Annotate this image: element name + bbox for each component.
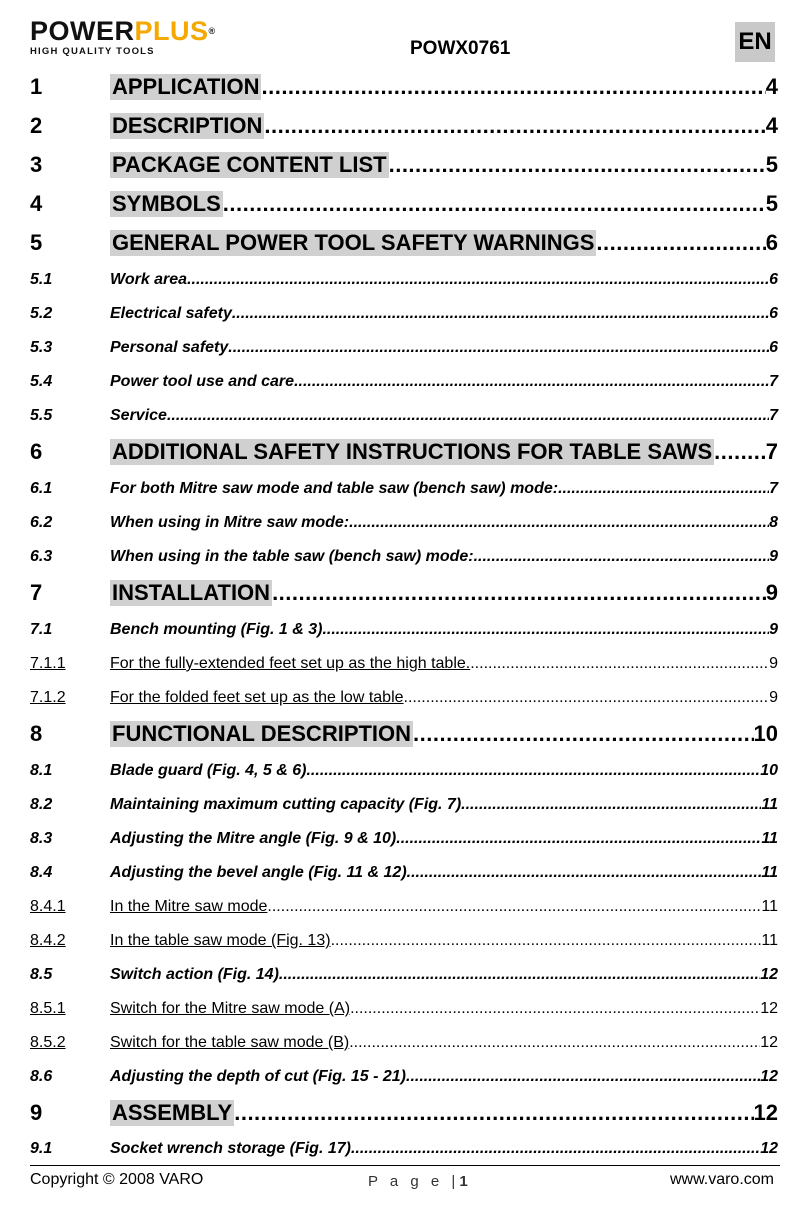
toc-number: 7.1 [30,621,53,638]
toc-number: 8.5.2 [30,1034,66,1051]
toc-page: 11 [761,932,778,949]
toc-number: 8.6 [30,1068,53,1085]
toc-page: 11 [761,898,778,915]
toc-number: 8.1 [30,762,53,779]
footer-page-number: 1 [459,1173,468,1190]
toc-title: INSTALLATION [112,580,271,605]
toc-number: 5.2 [30,305,53,322]
toc-leader-dots [267,898,761,916]
toc-leader-dots [331,932,762,950]
toc-entry[interactable] [30,689,778,707]
toc-entry[interactable] [30,621,778,639]
toc-page: 7 [769,373,778,390]
toc-leader-dots [228,339,769,357]
toc-leader-dots [306,762,760,780]
toc-leader-dots [223,191,766,217]
toc-number: 5.4 [30,373,53,390]
toc-page: 12 [760,1000,778,1017]
toc-leader-dots [234,1100,753,1126]
toc-leader-dots [404,689,770,707]
toc-title: Adjusting the depth of cut (Fig. 15 - 21) [110,1068,406,1085]
toc-leader-dots [407,864,762,882]
toc-number: 4 [30,191,43,216]
toc-title: Blade guard (Fig. 4, 5 & 6) [110,762,307,779]
toc-title: Switch for the Mitre saw mode (A) [110,1000,351,1017]
toc-number: 8 [30,721,43,746]
toc-leader-dots [350,1000,760,1018]
toc-title: Socket wrench storage (Fig. 17) [110,1140,351,1157]
toc-title: Adjusting the Mitre angle (Fig. 9 & 10) [110,830,397,847]
footer-website-link[interactable]: www.varo.com [669,1171,774,1188]
toc-entry[interactable] [30,74,778,100]
toc-title: When using in the table saw (bench saw) mode: [110,548,474,565]
toc-entry[interactable] [30,230,778,256]
toc-number: 8.4.1 [30,898,66,915]
toc-entry[interactable] [30,898,778,916]
toc-title: Bench mounting (Fig. 1 & 3) [110,621,323,638]
toc-title: DESCRIPTION [112,113,263,138]
toc-number: 7.1.1 [30,655,66,672]
toc-leader-dots [474,548,770,566]
toc-leader-dots [279,966,760,984]
toc-number: 6 [30,439,43,464]
toc-title: Personal safety [110,339,229,356]
toc-leader-dots [272,580,766,606]
toc-title: In the table saw mode (Fig. 13) [110,932,331,949]
toc-title: FUNCTIONAL DESCRIPTION [112,721,412,746]
toc-leader-dots [596,230,765,256]
toc-title: Work area [110,271,188,288]
toc-page: 10 [760,762,778,779]
toc-number: 8.4 [30,864,53,881]
toc-title: SYMBOLS [112,191,221,216]
toc-entry[interactable] [30,439,778,465]
toc-number: 8.2 [30,796,53,813]
toc-leader-dots [264,113,765,139]
powerplus-logo [30,18,216,57]
model-number: POWX0761 [410,38,511,59]
toc-entry[interactable] [30,721,778,747]
logo-registered-mark: ® [208,26,216,36]
toc-page: 4 [765,74,778,99]
toc-page: 6 [769,305,778,322]
toc-leader-dots [406,1068,760,1086]
toc-number: 5.1 [30,271,53,288]
toc-entry[interactable] [30,762,778,780]
toc-entry[interactable] [30,271,778,289]
toc-page: 5 [765,152,778,177]
toc-page: 12 [760,1068,778,1085]
toc-number: 6.1 [30,480,53,497]
toc-entry[interactable] [30,1100,778,1126]
toc-title: For both Mitre saw mode and table saw (bench saw) mode: [110,480,559,497]
toc-title: Electrical safety [110,305,232,322]
toc-entry[interactable] [30,514,778,532]
toc-leader-dots [558,480,769,498]
toc-number: 7 [30,580,43,605]
toc-entry[interactable] [30,305,778,323]
page-header [0,0,808,70]
toc-number: 6.2 [30,514,53,531]
toc-entry[interactable] [30,480,778,498]
toc-entry[interactable] [30,1034,778,1052]
toc-number: 8.5 [30,966,53,983]
toc-page: 7 [769,407,778,424]
toc-leader-dots [413,721,753,747]
toc-entry[interactable] [30,1140,778,1158]
toc-title: PACKAGE CONTENT LIST [112,152,387,177]
toc-title: Adjusting the bevel angle (Fig. 11 & 12) [110,864,407,881]
logo-power-text: POWER [30,16,135,46]
toc-leader-dots [232,305,769,323]
toc-number: 2 [30,113,43,138]
toc-title: For the folded feet set up as the low table [110,689,404,706]
toc-page: 11 [761,830,778,847]
toc-page: 9 [765,580,778,605]
toc-page: 7 [765,439,778,464]
toc-page: 6 [769,339,778,356]
toc-leader-dots [396,830,761,848]
toc-leader-dots [714,439,766,465]
toc-page: 7 [769,480,778,497]
toc-title: APPLICATION [112,74,260,99]
toc-entry[interactable] [30,580,778,606]
toc-entry[interactable] [30,1068,778,1086]
toc-leader-dots [351,1140,760,1158]
toc-title: GENERAL POWER TOOL SAFETY WARNINGS [112,230,595,255]
toc-title: For the fully-extended feet set up as the high table. [110,655,471,672]
toc-number: 9 [30,1100,43,1125]
toc-title: ADDITIONAL SAFETY INSTRUCTIONS FOR TABLE SAWS [112,439,713,464]
toc-page: 8 [769,514,778,531]
toc-leader-dots [470,655,769,673]
logo-tagline: HIGH QUALITY TOOLS [30,46,155,57]
toc-leader-dots [349,514,769,532]
toc-page: 6 [765,230,778,255]
toc-leader-dots [349,1034,760,1052]
footer-page-indicator [368,1173,468,1190]
toc-leader-dots [461,796,761,814]
toc-page: 12 [760,1140,778,1157]
toc-entry[interactable] [30,548,778,566]
toc-entry[interactable] [30,932,778,950]
toc-entry[interactable] [30,339,778,357]
toc-entry[interactable] [30,864,778,882]
toc-title: ASSEMBLY [112,1100,233,1125]
toc-leader-dots [261,74,765,100]
toc-leader-dots [322,621,769,639]
toc-entry[interactable] [30,152,778,178]
toc-title: Switch for the table saw mode (B) [110,1034,350,1051]
toc-number: 7.1.2 [30,689,66,706]
toc-page: 10 [753,721,778,746]
toc-number: 8.5.1 [30,1000,66,1017]
toc-entry[interactable] [30,655,778,673]
toc-number: 5.5 [30,407,53,424]
toc-page: 11 [761,864,778,881]
toc-title: Maintaining maximum cutting capacity (Fig. 7) [110,796,462,813]
toc-number: 5 [30,230,43,255]
toc-leader-dots [389,152,766,178]
toc-title: Service [110,407,167,424]
footer-page-label: P a g e | [368,1173,460,1190]
toc-page: 9 [769,548,778,565]
toc-number: 8.3 [30,830,53,847]
toc-entry[interactable] [30,113,778,139]
toc-entry[interactable] [30,830,778,848]
toc-entry[interactable] [30,1000,778,1018]
toc-page: 4 [765,113,778,138]
toc-number: 5.3 [30,339,53,356]
toc-page: 9 [769,689,778,706]
toc-page: 5 [765,191,778,216]
toc-page: 9 [769,621,778,638]
toc-entry[interactable] [30,191,778,217]
toc-page: 12 [760,1034,778,1051]
toc-number: 8.4.2 [30,932,66,949]
toc-number: 9.1 [30,1140,53,1157]
toc-leader-dots [167,407,769,425]
toc-entry[interactable] [30,966,778,984]
toc-title: When using in Mitre saw mode: [110,514,350,531]
toc-title: In the Mitre saw mode [110,898,268,915]
toc-page: 11 [761,796,778,813]
toc-leader-dots [294,373,769,391]
toc-page: 6 [769,271,778,288]
language-badge: EN [735,22,775,62]
toc-leader-dots [187,271,769,289]
toc-page: 12 [753,1100,778,1125]
toc-page: 12 [760,966,778,983]
toc-entry[interactable] [30,373,778,391]
toc-number: 1 [30,74,43,99]
logo-plus-text: PLUS [134,16,209,46]
toc-entry[interactable] [30,407,778,425]
footer-copyright: Copyright © 2008 VARO [30,1171,204,1188]
toc-title: Power tool use and care [110,373,295,390]
footer-divider [30,1165,780,1166]
toc-number: 3 [30,152,43,177]
toc-page: 9 [769,655,778,672]
toc-number: 6.3 [30,548,53,565]
toc-entry[interactable] [30,796,778,814]
toc-title: Switch action (Fig. 14) [110,966,279,983]
